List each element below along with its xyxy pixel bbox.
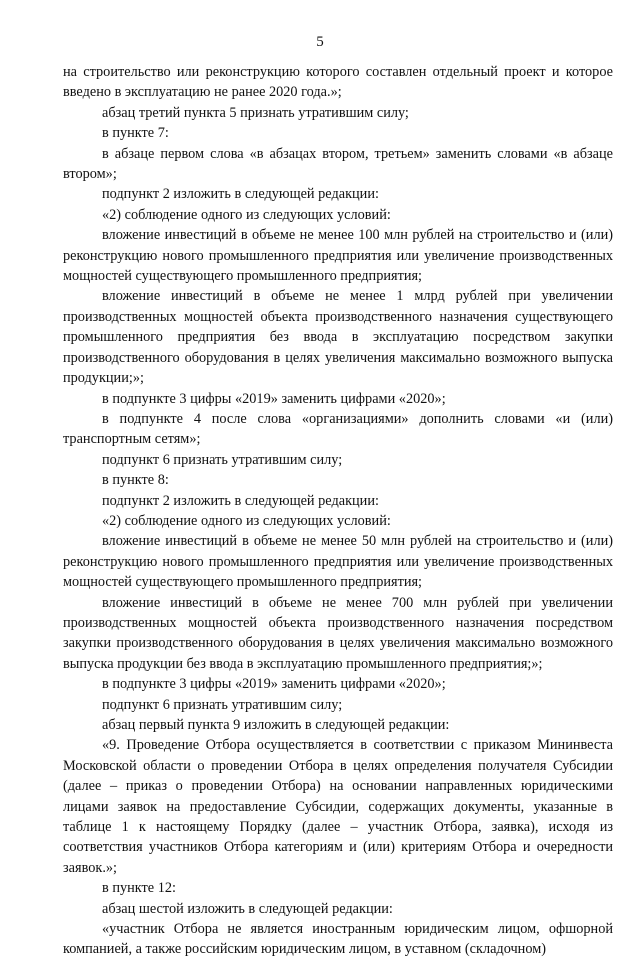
paragraph: в пункте 12: — [102, 880, 176, 897]
paragraph: «2) соблюдение одного из следующих условий: — [102, 512, 391, 529]
paragraph: подпункт 2 изложить в следующей редакции: — [102, 186, 379, 203]
paragraph: «участник Отбора не является иностранным юридическим лицом, офшорной компанией, а также российским юридическим лицом, в уставном (складочном) — [63, 921, 613, 958]
paragraph: вложение инвестиций в объеме не менее 1 млрд рублей при увеличении производственных мощностей объекта производственного назначения существующего промышленного предприятия без ввода в эксплуатацию посредством закупки производственного оборудования в целях увеличения максимально возможного выпуска продукции;»; — [63, 288, 613, 387]
paragraph: «2) соблюдение одного из следующих условий: — [102, 206, 391, 223]
paragraph: абзац третий пункта 5 признать утратившим силу; — [102, 104, 409, 121]
paragraph: в пункте 7: — [102, 125, 169, 142]
paragraph: на строительство или реконструкцию которого составлен отдельный проект и которое введено в эксплуатацию не ранее 2020 года.»; — [63, 64, 613, 101]
paragraph: «9. Проведение Отбора осуществляется в соответствии с приказом Мининвеста Московской области о проведении Отбора в целях определения получателя Субсидии (далее – приказ о проведении Отбора) на основании направленных юридическими лицами заявок на предоставление Субсидии, содержащих документы, указанные в таблице 1 к настоящему Порядку (далее – участник Отбора, заявка), исходя из соответствия участников Отбора категориям и (или) критериям Отбора и очередности заявок.»; — [63, 737, 613, 876]
paragraph: вложение инвестиций в объеме не менее 50 млн рублей на строительство и (или) реконструкцию нового промышленного предприятия или увеличение производственных мощностей существующего промышленного предприятия; — [63, 533, 613, 591]
paragraph: вложение инвестиций в объеме не менее 100 млн рублей на строительство и (или) реконструкцию нового промышленного предприятия или увеличение производственных мощностей существующего промышленного предприятия; — [63, 227, 613, 285]
paragraph: в подпункте 4 после слова «организациями» дополнить словами «и (или) транспортным сетям»; — [63, 410, 613, 448]
document-body — [63, 62, 613, 960]
paragraph: вложение инвестиций в объеме не менее 700 млн рублей при увеличении производственных мощностей объекта производственного назначения посредством закупки производственного оборудования в целях увеличения максимально возможного выпуска продукции без ввода в эксплуатацию промышленного предприятия;»; — [63, 594, 613, 672]
paragraph: подпункт 6 признать утратившим силу; — [102, 696, 343, 713]
paragraph: подпункт 6 признать утратившим силу; — [102, 451, 343, 468]
paragraph: в пункте 8: — [102, 472, 169, 489]
paragraph: в подпункте 3 цифры «2019» заменить цифрами «2020»; — [102, 390, 446, 407]
paragraph: в подпункте 3 цифры «2019» заменить цифрами «2020»; — [102, 676, 446, 693]
page-number: 5 — [316, 34, 324, 50]
paragraph: в абзаце первом слова «в абзацах втором, третьем» заменить словами «в абзаце втором»; — [63, 145, 613, 183]
paragraph: подпункт 2 изложить в следующей редакции: — [102, 492, 379, 509]
paragraph: абзац первый пункта 9 изложить в следующей редакции: — [102, 717, 450, 733]
paragraph: абзац шестой изложить в следующей редакции: — [102, 900, 393, 917]
